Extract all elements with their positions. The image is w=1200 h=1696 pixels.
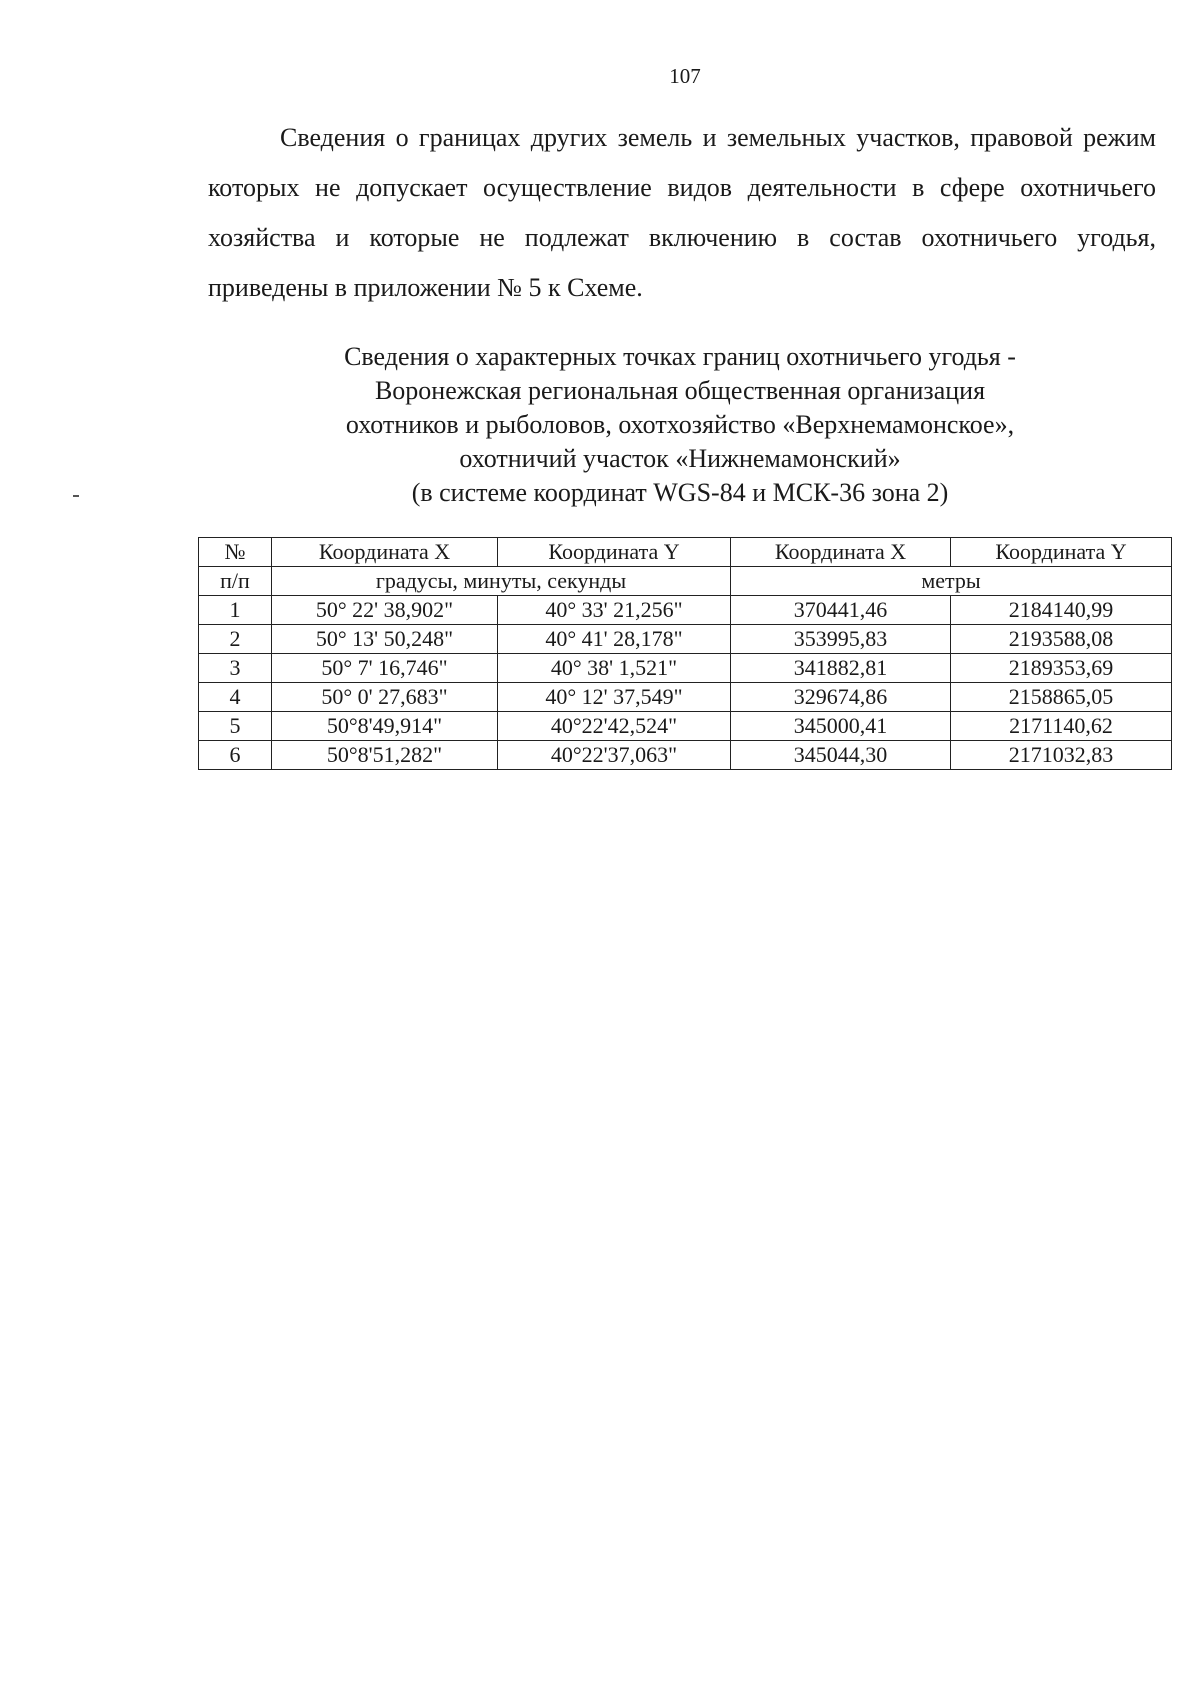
header-coord-x-deg: Координата X — [272, 538, 498, 567]
cell-y-deg: 40°22'42,524" — [498, 712, 731, 741]
cell-y-deg: 40° 41' 28,178" — [498, 625, 731, 654]
header-coord-x-m: Координата X — [731, 538, 951, 567]
cell-y-m: 2193588,08 — [951, 625, 1172, 654]
header-num-sub: п/п — [199, 567, 272, 596]
cell-x-m: 353995,83 — [731, 625, 951, 654]
cell-y-deg: 40° 38' 1,521" — [498, 654, 731, 683]
cell-x-deg: 50° 13' 50,248" — [272, 625, 498, 654]
cell-y-m: 2158865,05 — [951, 683, 1172, 712]
cell-num: 6 — [199, 741, 272, 770]
cell-num: 2 — [199, 625, 272, 654]
cell-y-m: 2184140,99 — [951, 596, 1172, 625]
header-units-meters: метры — [731, 567, 1172, 596]
header-units-degrees: градусы, минуты, секунды — [272, 567, 731, 596]
cell-num: 1 — [199, 596, 272, 625]
cell-y-m: 2171032,83 — [951, 741, 1172, 770]
table-row — [199, 625, 1172, 654]
table-row — [199, 712, 1172, 741]
cell-num: 5 — [199, 712, 272, 741]
table-title-line: охотников и рыболовов, охотхозяйство «Верхнемамонское», — [345, 410, 1015, 439]
header-coord-y-m: Координата Y — [951, 538, 1172, 567]
table-title-line: Воронежская региональная общественная организация — [374, 376, 986, 405]
cell-x-m: 370441,46 — [731, 596, 951, 625]
cell-x-m: 345044,30 — [731, 741, 951, 770]
cell-x-deg: 50°8'49,914" — [272, 712, 498, 741]
cell-x-m: 329674,86 — [731, 683, 951, 712]
table-title-line: (в системе координат WGS-84 и МСК-36 зона 2) — [411, 478, 949, 507]
page-number: 107 — [669, 64, 701, 88]
cell-x-deg: 50° 22' 38,902" — [272, 596, 498, 625]
intro-paragraph: Сведения о границах других земель и земельных участков, правовой режим которых не допускает осуществление видов деятельности в сфере охотничьего хозяйства и которые не подлежат включению в состав охотничьего угодья, приведены в приложении № 5 к Схеме. — [208, 123, 1156, 302]
cell-x-deg: 50°8'51,282" — [272, 741, 498, 770]
cell-x-deg: 50° 7' 16,746" — [272, 654, 498, 683]
cell-x-m: 345000,41 — [731, 712, 951, 741]
header-coord-y-deg: Координата Y — [498, 538, 731, 567]
table-row — [199, 596, 1172, 625]
cell-num: 4 — [199, 683, 272, 712]
cell-y-m: 2171140,62 — [951, 712, 1172, 741]
coordinates-table — [198, 537, 1172, 770]
cell-y-deg: 40° 33' 21,256" — [498, 596, 731, 625]
header-num: № — [199, 538, 272, 567]
table-row — [199, 741, 1172, 770]
cell-y-m: 2189353,69 — [951, 654, 1172, 683]
table-header-row — [199, 538, 1172, 567]
table-units-row — [199, 567, 1172, 596]
table-title — [200, 340, 1160, 510]
table-row — [199, 683, 1172, 712]
cell-y-deg: 40°22'37,063" — [498, 741, 731, 770]
table-title-line: Сведения о характерных точках границ охотничьего угодья - — [344, 342, 1016, 371]
cell-num: 3 — [199, 654, 272, 683]
table-row — [199, 654, 1172, 683]
table-title-line: охотничий участок «Нижнемамонский» — [459, 444, 901, 473]
cell-x-deg: 50° 0' 27,683" — [272, 683, 498, 712]
cell-y-deg: 40° 12' 37,549" — [498, 683, 731, 712]
scan-artifact-mark — [73, 495, 79, 497]
cell-x-m: 341882,81 — [731, 654, 951, 683]
